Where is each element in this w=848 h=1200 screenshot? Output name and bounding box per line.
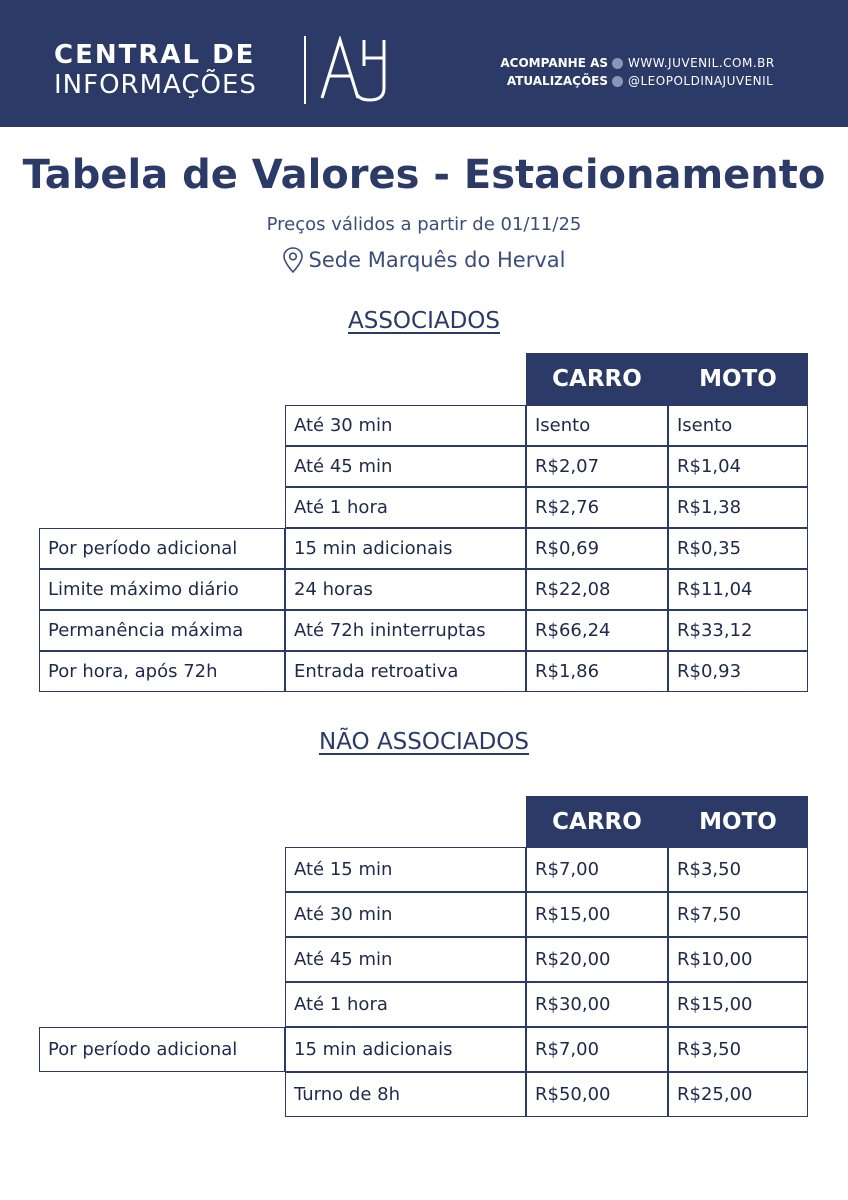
car-price-cell: R$30,00 bbox=[526, 982, 668, 1027]
header-cell-moto: MOTO bbox=[668, 796, 808, 848]
moto-price-cell: R$25,00 bbox=[668, 1072, 808, 1117]
follow-updates-label bbox=[496, 54, 608, 90]
category-cell: Por hora, após 72h bbox=[39, 651, 285, 692]
nao-associados-title: NÃO ASSOCIADOS bbox=[319, 729, 529, 755]
location-pin-icon bbox=[283, 247, 303, 273]
moto-price-cell: R$3,50 bbox=[668, 1027, 808, 1072]
location-line bbox=[0, 247, 848, 278]
period-cell: Até 30 min bbox=[285, 405, 526, 446]
instagram-icon bbox=[612, 76, 623, 87]
period-cell: Até 1 hora bbox=[285, 982, 526, 1027]
header-cell-carro: CARRO bbox=[526, 353, 668, 405]
moto-price-cell: R$1,38 bbox=[668, 487, 808, 528]
header-cell-carro: CARRO bbox=[526, 796, 668, 848]
brand-line-1: CENTRAL DE bbox=[54, 40, 256, 70]
moto-price-cell: R$10,00 bbox=[668, 937, 808, 982]
header-divider bbox=[304, 36, 306, 104]
period-cell: Entrada retroativa bbox=[285, 651, 526, 692]
period-cell: Até 72h ininterruptas bbox=[285, 610, 526, 651]
car-price-cell: R$7,00 bbox=[526, 1027, 668, 1072]
moto-price-cell: R$1,04 bbox=[668, 446, 808, 487]
contact-links bbox=[612, 54, 775, 90]
category-cell: Por período adicional bbox=[39, 1027, 285, 1072]
category-cell: Limite máximo diário bbox=[39, 569, 285, 610]
car-price-cell: Isento bbox=[526, 405, 668, 446]
moto-price-cell: R$33,12 bbox=[668, 610, 808, 651]
moto-price-cell: R$3,50 bbox=[668, 847, 808, 892]
website-text: WWW.JUVENIL.COM.BR bbox=[628, 56, 775, 70]
car-price-cell: R$2,07 bbox=[526, 446, 668, 487]
header-cell-moto: MOTO bbox=[668, 353, 808, 405]
moto-price-cell: Isento bbox=[668, 405, 808, 446]
car-price-cell: R$20,00 bbox=[526, 937, 668, 982]
moto-price-cell: R$11,04 bbox=[668, 569, 808, 610]
associados-title: ASSOCIADOS bbox=[347, 308, 501, 334]
car-price-cell: R$7,00 bbox=[526, 847, 668, 892]
brand-name bbox=[54, 40, 257, 100]
instagram-text: @LEOPOLDINAJUVENIL bbox=[628, 74, 774, 88]
follow-line-2: ATUALIZAÇÕES bbox=[506, 74, 608, 88]
website-link[interactable] bbox=[612, 54, 775, 72]
validity-subtitle: Preços válidos a partir de 01/11/25 bbox=[266, 214, 582, 235]
moto-price-cell: R$15,00 bbox=[668, 982, 808, 1027]
category-cell: Por período adicional bbox=[39, 528, 285, 569]
location-text: Sede Marquês do Herval bbox=[308, 248, 566, 272]
header-banner bbox=[0, 0, 848, 127]
follow-line-1: ACOMPANHE AS bbox=[500, 56, 608, 70]
period-cell: Até 15 min bbox=[285, 847, 526, 892]
car-price-cell: R$22,08 bbox=[526, 569, 668, 610]
car-price-cell: R$1,86 bbox=[526, 651, 668, 692]
moto-price-cell: R$0,93 bbox=[668, 651, 808, 692]
brand-line-2: INFORMAÇÕES bbox=[54, 70, 257, 100]
aj-logo bbox=[318, 36, 392, 102]
category-cell: Permanência máxima bbox=[39, 610, 285, 651]
period-cell: Até 1 hora bbox=[285, 487, 526, 528]
period-cell: 24 horas bbox=[285, 569, 526, 610]
moto-price-cell: R$0,35 bbox=[668, 528, 808, 569]
car-price-cell: R$0,69 bbox=[526, 528, 668, 569]
car-price-cell: R$66,24 bbox=[526, 610, 668, 651]
period-cell: Turno de 8h bbox=[285, 1072, 526, 1117]
car-price-cell: R$2,76 bbox=[526, 487, 668, 528]
car-price-cell: R$50,00 bbox=[526, 1072, 668, 1117]
moto-price-cell: R$7,50 bbox=[668, 892, 808, 937]
web-icon bbox=[612, 58, 623, 69]
page-title: Tabela de Valores - Estacionamento bbox=[22, 152, 826, 198]
period-cell: Até 45 min bbox=[285, 446, 526, 487]
period-cell: 15 min adicionais bbox=[285, 1027, 526, 1072]
instagram-link[interactable] bbox=[612, 72, 775, 90]
period-cell: Até 30 min bbox=[285, 892, 526, 937]
period-cell: Até 45 min bbox=[285, 937, 526, 982]
period-cell: 15 min adicionais bbox=[285, 528, 526, 569]
car-price-cell: R$15,00 bbox=[526, 892, 668, 937]
